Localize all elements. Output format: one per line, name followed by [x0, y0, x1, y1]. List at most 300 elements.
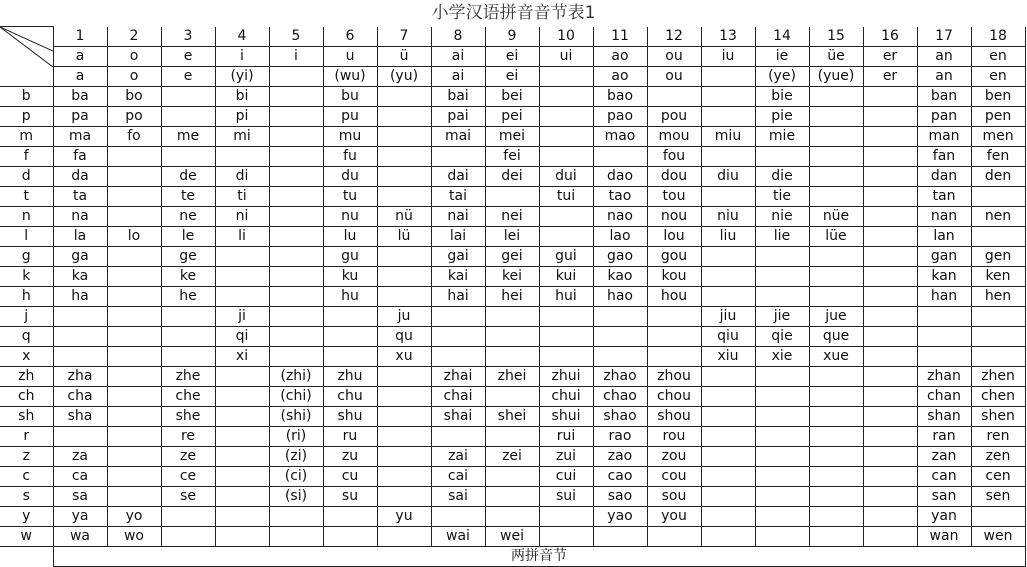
initial-label: zh	[0, 366, 53, 386]
syllable-cell	[215, 526, 269, 546]
syllable-cell: san	[917, 486, 971, 506]
syllable-cell: can	[917, 466, 971, 486]
syllable-cell: ga	[53, 246, 107, 266]
syllable-cell: pao	[593, 106, 647, 126]
syllable-cell: mei	[485, 126, 539, 146]
syllable-cell	[863, 246, 917, 266]
syllable-cell: sen	[971, 486, 1025, 506]
table-row	[0, 86, 1025, 106]
syllable-cell	[863, 386, 917, 406]
syllable-cell	[701, 366, 755, 386]
initial-label: z	[0, 446, 53, 466]
syllable-cell	[269, 306, 323, 326]
syllable-cell	[809, 386, 863, 406]
column-number: 14	[755, 27, 809, 47]
syllable-cell	[755, 426, 809, 446]
syllable-cell	[809, 126, 863, 146]
syllable-cell: bai	[431, 86, 485, 106]
table-row	[0, 126, 1025, 146]
syllable-cell: sai	[431, 486, 485, 506]
syllable-cell: qu	[377, 326, 431, 346]
syllable-cell: kai	[431, 266, 485, 286]
standalone-syllable: a	[53, 66, 107, 86]
syllable-cell	[971, 326, 1025, 346]
syllable-cell: dui	[539, 166, 593, 186]
syllable-cell: wan	[917, 526, 971, 546]
syllable-cell	[863, 446, 917, 466]
syllable-cell: kao	[593, 266, 647, 286]
syllable-cell	[485, 466, 539, 486]
final-header: i	[269, 46, 323, 66]
syllable-cell: men	[971, 126, 1025, 146]
syllable-cell	[377, 186, 431, 206]
syllable-cell	[431, 306, 485, 326]
syllable-cell	[809, 266, 863, 286]
syllable-cell	[377, 406, 431, 426]
syllable-cell: hai	[431, 286, 485, 306]
syllable-cell	[377, 466, 431, 486]
syllable-cell: yan	[917, 506, 971, 526]
syllable-cell	[485, 486, 539, 506]
syllable-cell: wo	[107, 526, 161, 546]
table-row	[0, 266, 1025, 286]
standalone-syllable	[539, 66, 593, 86]
syllable-cell	[809, 466, 863, 486]
syllable-cell	[863, 166, 917, 186]
syllable-cell	[215, 406, 269, 426]
syllable-cell	[107, 206, 161, 226]
syllable-cell: ka	[53, 266, 107, 286]
syllable-cell: jue	[809, 306, 863, 326]
syllable-cell	[701, 466, 755, 486]
syllable-cell	[215, 466, 269, 486]
syllable-cell	[809, 186, 863, 206]
syllable-table	[0, 26, 1026, 567]
syllable-cell	[485, 186, 539, 206]
syllable-cell: (ci)	[269, 466, 323, 486]
syllable-cell: cui	[539, 466, 593, 486]
syllable-cell	[215, 366, 269, 386]
syllable-cell	[593, 346, 647, 366]
syllable-cell: cao	[593, 466, 647, 486]
syllable-cell	[809, 86, 863, 106]
syllable-cell	[809, 146, 863, 166]
syllable-cell	[755, 366, 809, 386]
syllable-cell	[161, 106, 215, 126]
syllable-cell	[863, 186, 917, 206]
syllable-cell: chu	[323, 386, 377, 406]
syllable-cell: ji	[215, 306, 269, 326]
corner-diagonal-cell	[0, 27, 53, 87]
syllable-cell	[107, 306, 161, 326]
syllable-cell	[593, 326, 647, 346]
syllable-cell: lie	[755, 226, 809, 246]
column-number: 15	[809, 27, 863, 47]
syllable-cell: (si)	[269, 486, 323, 506]
standalone-syllable: (yu)	[377, 66, 431, 86]
syllable-cell: pan	[917, 106, 971, 126]
syllable-cell	[323, 326, 377, 346]
column-number: 18	[971, 27, 1025, 47]
final-header: an	[917, 46, 971, 66]
syllable-cell	[701, 246, 755, 266]
syllable-cell: ne	[161, 206, 215, 226]
syllable-cell: jie	[755, 306, 809, 326]
initial-label: sh	[0, 406, 53, 426]
syllable-cell: fo	[107, 126, 161, 146]
syllable-cell: tou	[647, 186, 701, 206]
syllable-cell: zei	[485, 446, 539, 466]
syllable-cell	[269, 326, 323, 346]
initial-label: b	[0, 86, 53, 106]
syllable-cell: niu	[701, 206, 755, 226]
syllable-cell: gai	[431, 246, 485, 266]
syllable-cell: gao	[593, 246, 647, 266]
syllable-cell	[755, 406, 809, 426]
syllable-cell: po	[107, 106, 161, 126]
syllable-cell	[971, 226, 1025, 246]
syllable-cell: (shi)	[269, 406, 323, 426]
syllable-cell: wa	[53, 526, 107, 546]
syllable-cell: sao	[593, 486, 647, 506]
syllable-cell	[971, 346, 1025, 366]
syllable-cell: lao	[593, 226, 647, 246]
syllable-cell: jiu	[701, 306, 755, 326]
syllable-cell	[863, 206, 917, 226]
syllable-cell	[863, 286, 917, 306]
table-row	[0, 306, 1025, 326]
syllable-cell: ma	[53, 126, 107, 146]
syllable-cell	[269, 526, 323, 546]
syllable-cell	[53, 326, 107, 346]
syllable-cell	[377, 146, 431, 166]
syllable-cell	[863, 306, 917, 326]
syllable-cell	[377, 266, 431, 286]
syllable-cell: que	[809, 326, 863, 346]
syllable-cell	[701, 406, 755, 426]
syllable-cell: zui	[539, 446, 593, 466]
syllable-cell	[107, 326, 161, 346]
syllable-cell: ge	[161, 246, 215, 266]
syllable-cell	[809, 506, 863, 526]
syllable-cell: mao	[593, 126, 647, 146]
syllable-cell: ya	[53, 506, 107, 526]
table-row	[0, 186, 1025, 206]
syllable-cell	[107, 466, 161, 486]
standalone-syllable: ao	[593, 66, 647, 86]
syllable-cell	[539, 226, 593, 246]
syllable-cell: he	[161, 286, 215, 306]
syllable-cell: gui	[539, 246, 593, 266]
syllable-cell: dou	[647, 166, 701, 186]
syllable-cell	[377, 246, 431, 266]
syllable-cell: (chi)	[269, 386, 323, 406]
syllable-cell: zhai	[431, 366, 485, 386]
syllable-cell: sha	[53, 406, 107, 426]
syllable-cell	[107, 266, 161, 286]
standalone-syllable: (yue)	[809, 66, 863, 86]
syllable-cell: bie	[755, 86, 809, 106]
column-number: 7	[377, 27, 431, 47]
syllable-cell: dan	[917, 166, 971, 186]
standalone-syllable: o	[107, 66, 161, 86]
syllable-cell	[269, 206, 323, 226]
table-row	[0, 506, 1025, 526]
syllable-cell	[107, 346, 161, 366]
footer-blank	[0, 546, 53, 566]
initial-label: w	[0, 526, 53, 546]
syllable-cell: hou	[647, 286, 701, 306]
syllable-cell: sui	[539, 486, 593, 506]
syllable-cell	[539, 206, 593, 226]
syllable-cell	[539, 506, 593, 526]
syllable-cell	[647, 86, 701, 106]
syllable-cell: lüe	[809, 226, 863, 246]
diagonal-lines	[0, 27, 53, 67]
syllable-cell: lu	[323, 226, 377, 246]
syllable-cell	[431, 326, 485, 346]
table-row	[0, 406, 1025, 426]
initial-label: q	[0, 326, 53, 346]
syllable-cell	[539, 306, 593, 326]
syllable-cell	[485, 326, 539, 346]
syllable-cell: pai	[431, 106, 485, 126]
table-row	[0, 106, 1025, 126]
column-number: 10	[539, 27, 593, 47]
syllable-cell	[701, 506, 755, 526]
syllable-cell: lan	[917, 226, 971, 246]
syllable-cell: cou	[647, 466, 701, 486]
column-number: 17	[917, 27, 971, 47]
syllable-cell	[755, 446, 809, 466]
syllable-cell	[863, 86, 917, 106]
syllable-cell	[377, 366, 431, 386]
final-header: ou	[647, 46, 701, 66]
final-header: ao	[593, 46, 647, 66]
column-number: 1	[53, 27, 107, 47]
syllable-cell: shu	[323, 406, 377, 426]
syllable-cell: ban	[917, 86, 971, 106]
syllable-cell: xiu	[701, 346, 755, 366]
syllable-cell	[377, 386, 431, 406]
syllable-cell: ben	[971, 86, 1025, 106]
syllable-cell: pa	[53, 106, 107, 126]
syllable-cell	[377, 486, 431, 506]
syllable-cell: chai	[431, 386, 485, 406]
syllable-cell: gou	[647, 246, 701, 266]
syllable-cell	[161, 86, 215, 106]
syllable-cell: mai	[431, 126, 485, 146]
syllable-cell: man	[917, 126, 971, 146]
table-row	[0, 326, 1025, 346]
syllable-cell: zu	[323, 446, 377, 466]
syllable-cell: pie	[755, 106, 809, 126]
syllable-cell: nu	[323, 206, 377, 226]
syllable-cell: chan	[917, 386, 971, 406]
syllable-cell	[809, 486, 863, 506]
syllable-cell: ce	[161, 466, 215, 486]
syllable-cell: wen	[971, 526, 1025, 546]
standalone-syllable: (yi)	[215, 66, 269, 86]
syllable-cell	[161, 346, 215, 366]
syllable-cell	[215, 486, 269, 506]
syllable-cell: yao	[593, 506, 647, 526]
standalone-syllable: an	[917, 66, 971, 86]
syllable-cell	[809, 286, 863, 306]
table-row	[0, 346, 1025, 366]
syllable-cell	[701, 186, 755, 206]
syllable-cell	[755, 286, 809, 306]
syllable-cell	[485, 306, 539, 326]
syllable-cell: za	[53, 446, 107, 466]
syllable-cell	[917, 326, 971, 346]
syllable-cell	[215, 386, 269, 406]
syllable-cell: zhen	[971, 366, 1025, 386]
table-row	[0, 146, 1025, 166]
syllable-cell	[971, 506, 1025, 526]
syllable-cell: ru	[323, 426, 377, 446]
syllable-cell	[107, 486, 161, 506]
syllable-cell	[269, 286, 323, 306]
syllable-cell	[269, 86, 323, 106]
syllable-cell	[107, 186, 161, 206]
syllable-cell	[107, 366, 161, 386]
column-number: 13	[701, 27, 755, 47]
syllable-cell: she	[161, 406, 215, 426]
syllable-cell	[701, 446, 755, 466]
syllable-cell	[863, 366, 917, 386]
syllable-cell: bao	[593, 86, 647, 106]
syllable-cell	[863, 146, 917, 166]
syllable-cell: zhan	[917, 366, 971, 386]
final-header: e	[161, 46, 215, 66]
syllable-cell	[809, 526, 863, 546]
syllable-cell	[107, 246, 161, 266]
syllable-cell: li	[215, 226, 269, 246]
syllable-cell: qie	[755, 326, 809, 346]
syllable-cell	[431, 146, 485, 166]
syllable-cell	[269, 246, 323, 266]
table-row	[0, 246, 1025, 266]
syllable-cell: qi	[215, 326, 269, 346]
syllable-cell	[755, 246, 809, 266]
syllable-cell	[701, 146, 755, 166]
syllable-cell	[323, 506, 377, 526]
syllable-cell: shei	[485, 406, 539, 426]
syllable-cell: bei	[485, 86, 539, 106]
syllable-cell	[539, 126, 593, 146]
syllable-cell	[809, 446, 863, 466]
syllable-cell	[161, 146, 215, 166]
syllable-cell: shou	[647, 406, 701, 426]
syllable-cell: die	[755, 166, 809, 186]
syllable-cell	[863, 506, 917, 526]
column-number: 8	[431, 27, 485, 47]
initial-label: j	[0, 306, 53, 326]
syllable-cell	[863, 346, 917, 366]
syllable-cell: diu	[701, 166, 755, 186]
syllable-cell	[701, 386, 755, 406]
syllable-cell: zou	[647, 446, 701, 466]
syllable-cell	[377, 426, 431, 446]
syllable-cell: dei	[485, 166, 539, 186]
syllable-cell	[377, 446, 431, 466]
initial-label: g	[0, 246, 53, 266]
syllable-cell: ba	[53, 86, 107, 106]
syllable-cell	[323, 526, 377, 546]
standalone-syllable: (wu)	[323, 66, 377, 86]
syllable-cell: na	[53, 206, 107, 226]
table-row	[0, 466, 1025, 486]
syllable-cell: ta	[53, 186, 107, 206]
syllable-cell: la	[53, 226, 107, 246]
syllable-cell: sa	[53, 486, 107, 506]
syllable-cell	[647, 346, 701, 366]
syllable-cell: shai	[431, 406, 485, 426]
syllable-cell: nao	[593, 206, 647, 226]
syllable-cell	[107, 146, 161, 166]
final-header: er	[863, 46, 917, 66]
syllable-cell: lou	[647, 226, 701, 246]
syllable-cell	[863, 126, 917, 146]
syllable-cell: nie	[755, 206, 809, 226]
syllable-cell: wai	[431, 526, 485, 546]
syllable-cell	[809, 106, 863, 126]
table-row	[0, 446, 1025, 466]
syllable-cell: hui	[539, 286, 593, 306]
syllable-cell	[701, 526, 755, 546]
syllable-cell	[863, 526, 917, 546]
table-row	[0, 206, 1025, 226]
syllable-cell: dao	[593, 166, 647, 186]
syllable-cell	[107, 386, 161, 406]
final-header: ai	[431, 46, 485, 66]
syllable-cell	[323, 346, 377, 366]
syllable-cell: pi	[215, 106, 269, 126]
syllable-cell: fan	[917, 146, 971, 166]
syllable-cell: da	[53, 166, 107, 186]
syllable-cell: lo	[107, 226, 161, 246]
syllable-cell: (zi)	[269, 446, 323, 466]
syllable-cell: de	[161, 166, 215, 186]
final-header: o	[107, 46, 161, 66]
syllable-cell	[539, 86, 593, 106]
syllable-cell: fa	[53, 146, 107, 166]
syllable-cell	[593, 306, 647, 326]
syllable-cell: zhu	[323, 366, 377, 386]
syllable-cell: pu	[323, 106, 377, 126]
syllable-cell: bu	[323, 86, 377, 106]
syllable-cell: lü	[377, 226, 431, 246]
syllable-cell: bo	[107, 86, 161, 106]
syllable-cell	[701, 486, 755, 506]
table-row	[0, 226, 1025, 246]
syllable-cell: hen	[971, 286, 1025, 306]
syllable-cell: hu	[323, 286, 377, 306]
syllable-cell: zan	[917, 446, 971, 466]
syllable-cell: chao	[593, 386, 647, 406]
standalone-syllable: (ye)	[755, 66, 809, 86]
syllable-cell	[755, 486, 809, 506]
syllable-cell	[647, 526, 701, 546]
syllable-cell	[269, 126, 323, 146]
syllable-cell	[809, 366, 863, 386]
initial-label: m	[0, 126, 53, 146]
initial-label: c	[0, 466, 53, 486]
standalone-syllable: ai	[431, 66, 485, 86]
syllable-cell: nü	[377, 206, 431, 226]
syllable-cell	[809, 246, 863, 266]
